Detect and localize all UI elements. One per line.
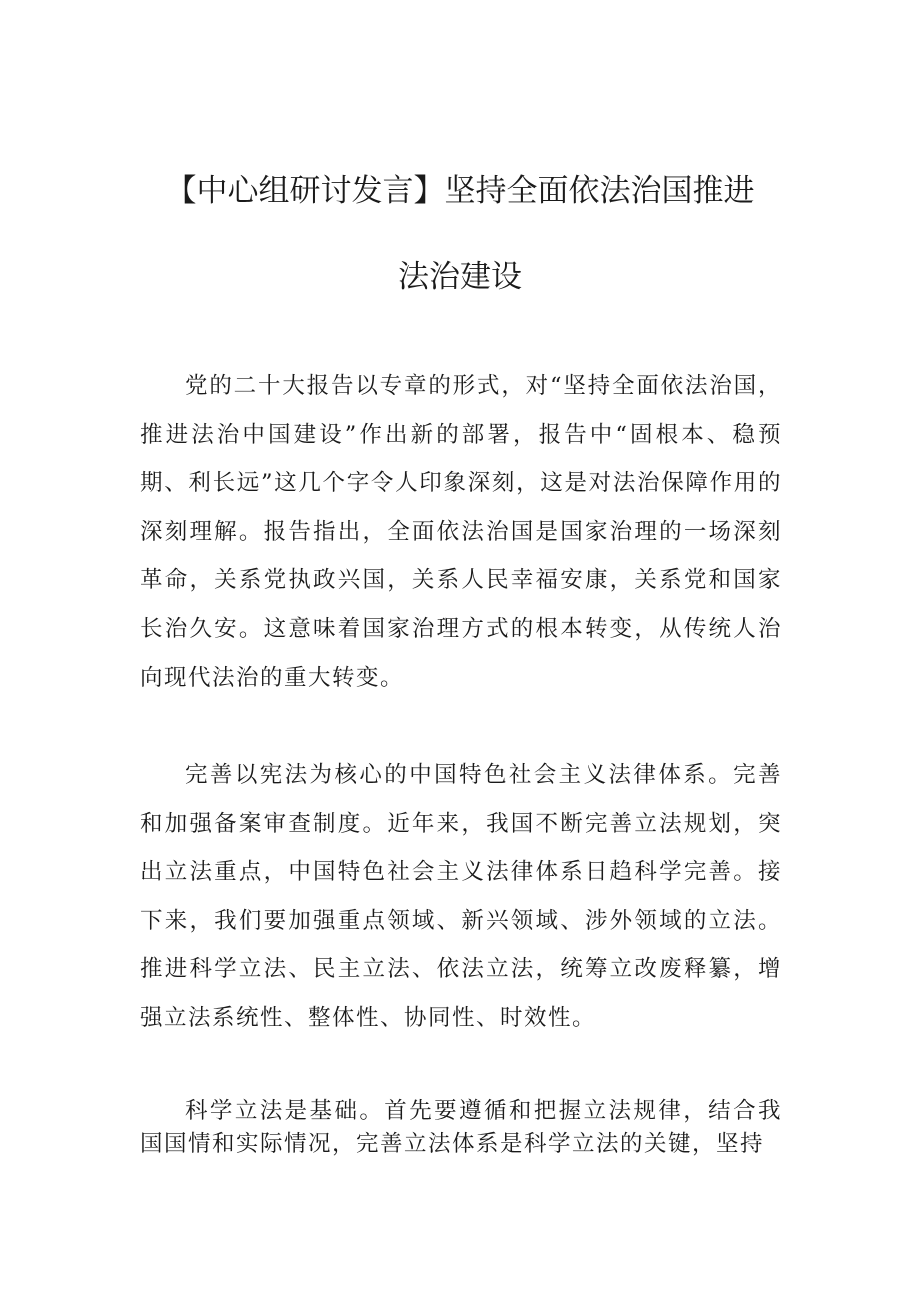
paragraph-1: 党的二十大报告以专章的形式，对“坚持全面依法治国，推进法治中国建设”作出新的部署，报告中“固根本、稳预期、利长远”这几个字令人印象深刻，这是对法治保障作用的深刻理解。报告指出，全面依法治国是国家治理的一场深刻革命，关系党执政兴国，关系人民幸福安康，关系党和国家长治久安。这意味着国家治理方式的根本转变，从传统人治向现代法治的重大转变。 — [140, 373, 782, 691]
paragraph-2: 完善以宪法为核心的中国特色社会主义法律体系。完善和加强备案审查制度。近年来，我国不断完善立法规划，突出立法重点，中国特色社会主义法律体系日趋科学完善。接下来，我们要加强重点领域、新兴领域、涉外领域的立法。推进科学立法、民主立法、依法立法，统筹立改废释纂，增强立法系统性、整体性、协同性、时效性。 — [140, 762, 782, 1031]
title-line-1: 【中心组研讨发言】坚持全面依法治国推进 — [165, 173, 755, 209]
document-title — [140, 148, 780, 320]
title-line-2: 法治建设 — [398, 259, 522, 295]
paragraph-3: 科学立法是基础。首先要遵循和把握立法规律，结合我国国情和实际情况，完善立法体系是科学立法的关键，坚持 — [140, 1098, 782, 1157]
